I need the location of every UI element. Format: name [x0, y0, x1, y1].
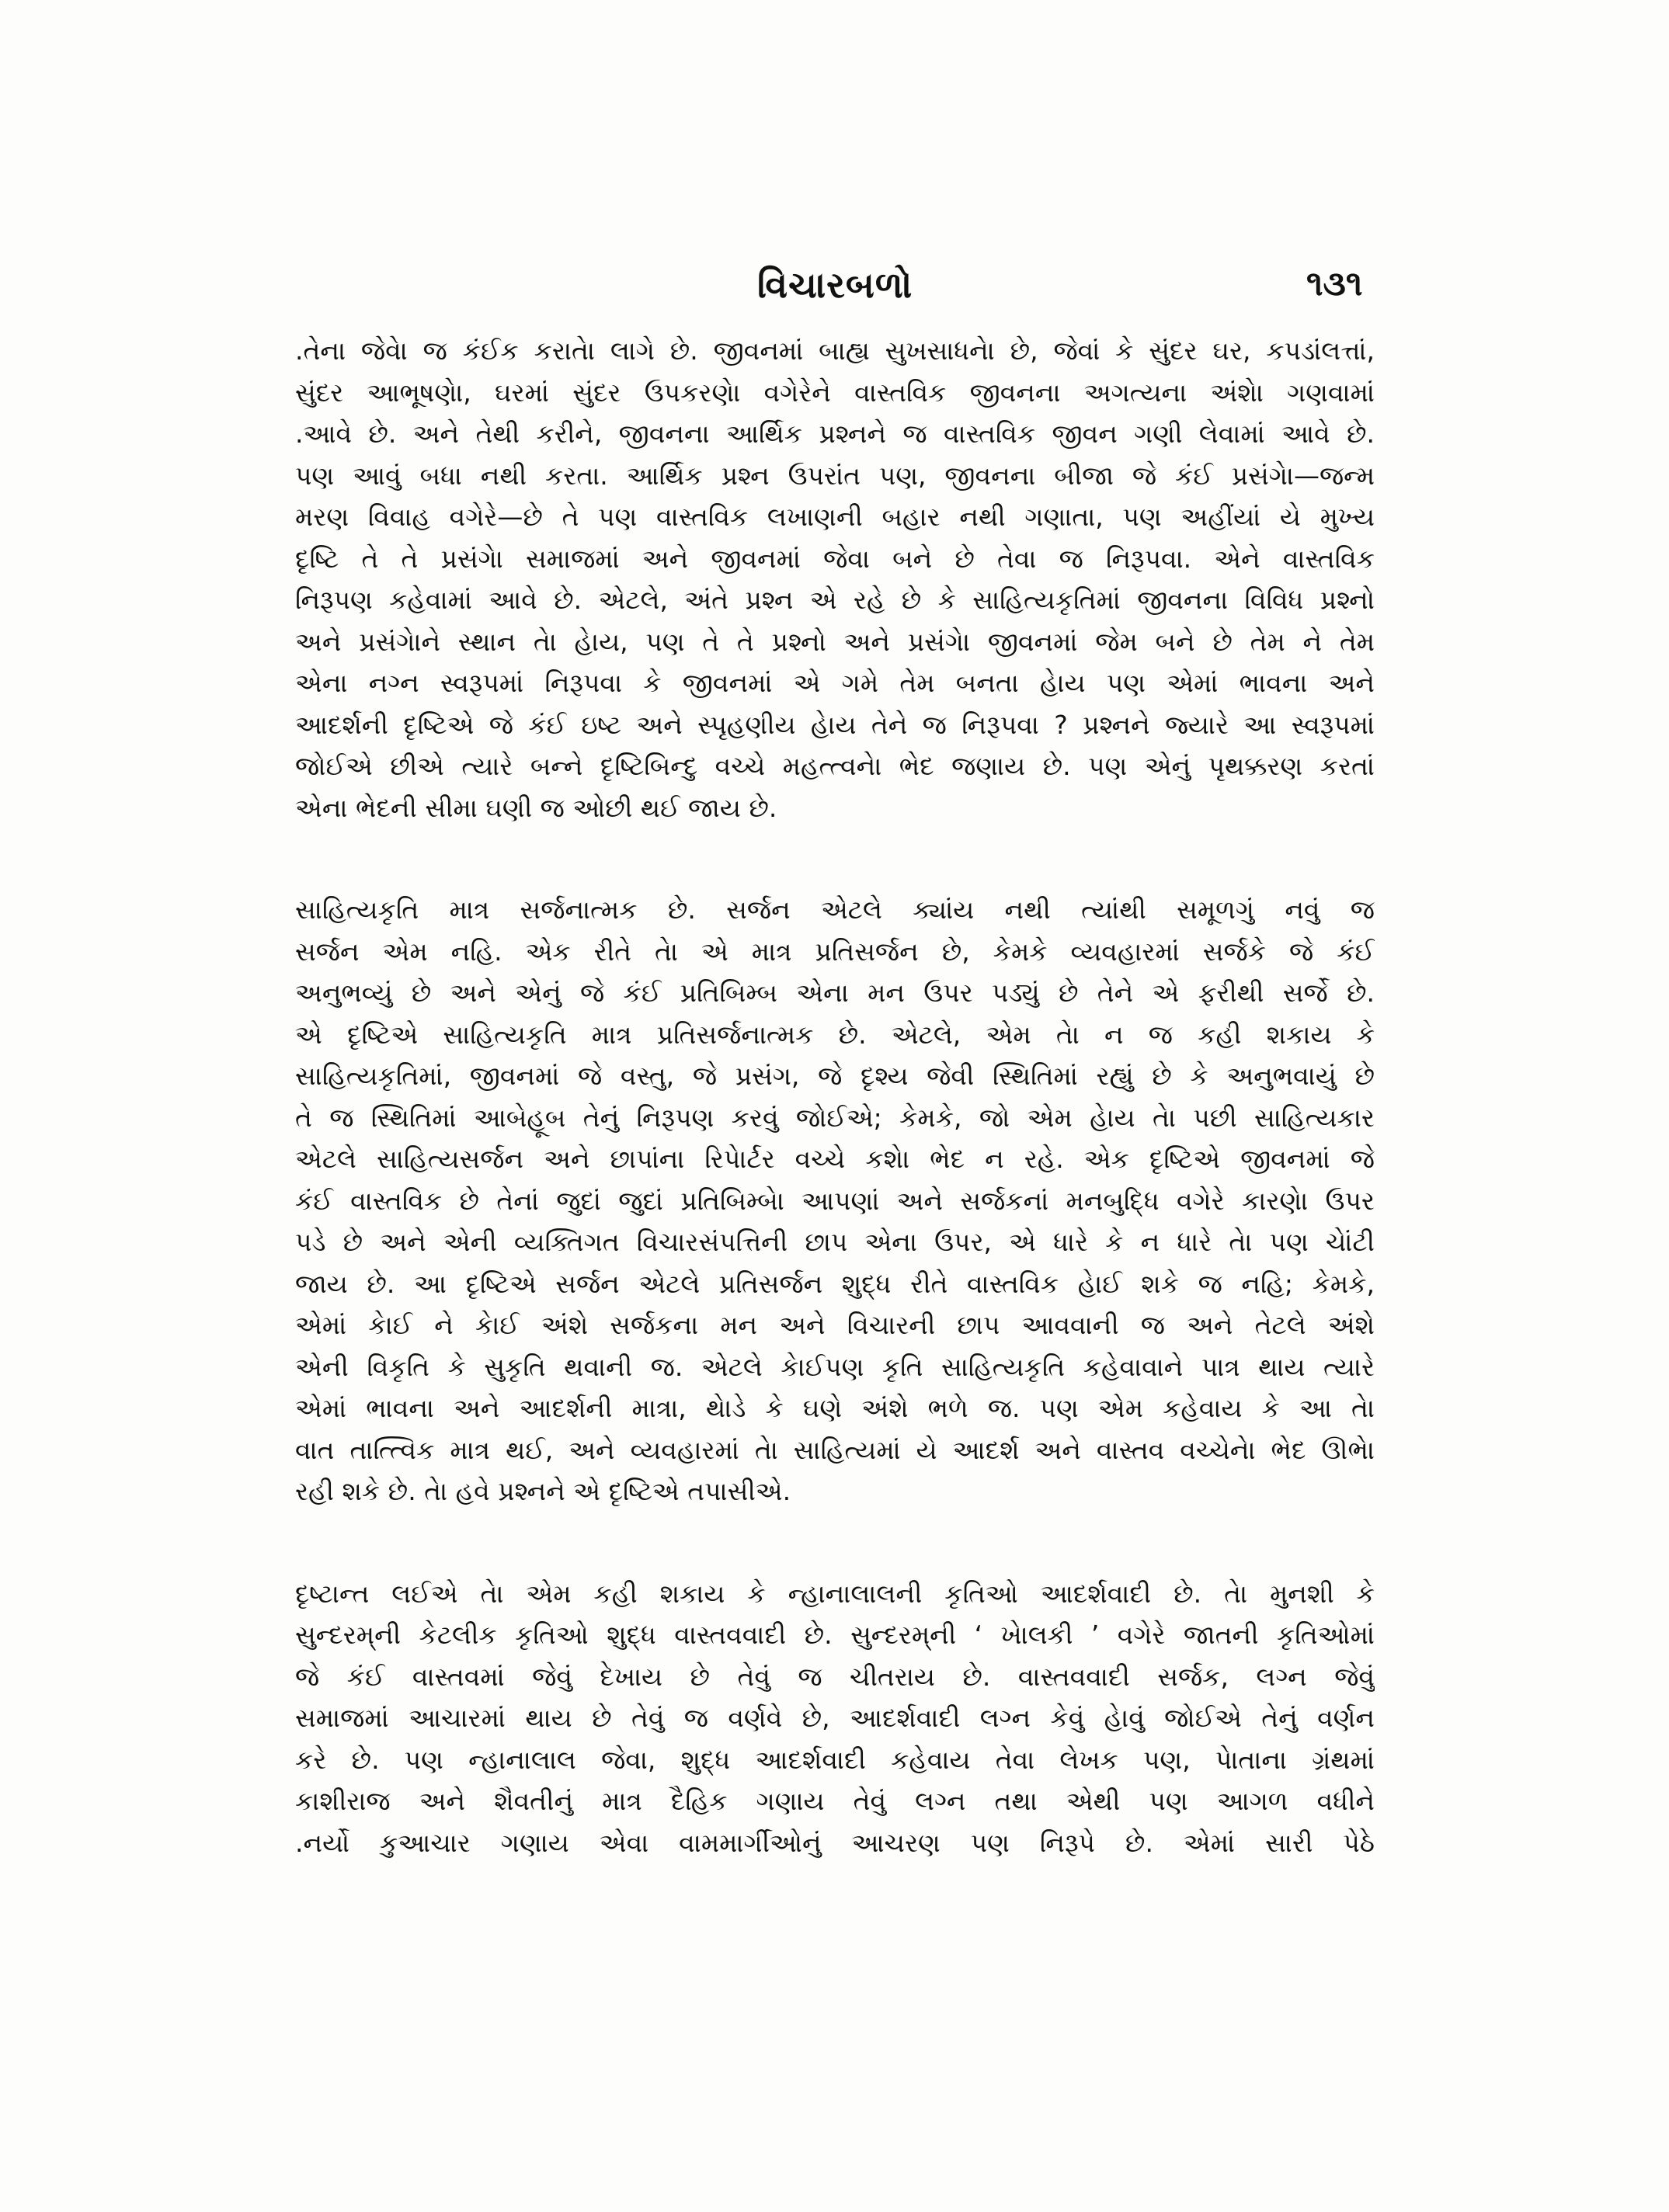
paragraph-3 — [295, 1573, 1375, 1864]
text-line: દૃષ્ટિ તે તે પ્રસંગેા સમાજમાં અને જીવનમાં જેવા બને છે તેવા જ નિરૂપવા. એને વાસ્તવિક — [295, 543, 1375, 574]
text-line: સુન્દરમ્‌ની કેટલીક કૃતિઓ શુદ્ધ વાસ્તવવાદી છે. સુન્દરમ્‌ની ‘ ખેાલકી ’ વગેરે જાતની કૃતિઓમાં — [295, 1620, 1375, 1650]
text-line: અનુભવ્યું છે અને એનું જે કંઈ પ્રતિબિમ્બ એના મન ઉપર પડ્યું છે તેને એ ફરીથી સર્જે છે. — [295, 978, 1375, 1008]
text-line: જાય છે. આ દૃષ્ટિએ સર્જન એટલે પ્રતિસર્જન શુદ્ધ રીતે વાસ્તવિક હેાઈ શકે જ નહિ; કેમકે, — [295, 1268, 1375, 1299]
text-line: એમાં ભાવના અને આદર્શની માત્રા, થેાડે કે ઘણે અંશે ભળે જ. પણ એમ કહેવાય કે આ તેા — [295, 1393, 1375, 1423]
text-line: વાત તાત્ત્વિક માત્ર થઈ, અને વ્યવહારમાં તેા સાહિત્યમાં યે આદર્શ અને વાસ્તવ વચ્ચેનેા ભેદ ઊભેા — [295, 1434, 1375, 1465]
text-line: એટલે સાહિત્યસર્જન અને છાપાંના રિપેાર્ટર વચ્ચે કશેા ભેદ ન રહે. એક દૃષ્ટિએ જીવનમાં જે — [295, 1144, 1375, 1174]
body-text — [295, 330, 1375, 1908]
text-line: સાહિત્યકૃતિ માત્ર સર્જનાત્મક છે. સર્જન એટલે ક્યાંય નથી ત્યાંથી સમૂળગું નવું જ — [295, 894, 1375, 925]
text-line: જે કંઈ વાસ્તવમાં જેવું દેખાય છે તેવું જ ચીતરાય છે. વાસ્તવવાદી સર્જક, લગ્ન જેવું — [295, 1661, 1375, 1692]
text-line: કાશીરાજ અને શૈવતીનું માત્ર દૈહિક ગણાય તેવું લગ્ન તથા એથી પણ આગળ વધીને — [295, 1786, 1375, 1816]
text-line: સાહિત્યકૃતિમાં, જીવનમાં જે વસ્તુ, જે પ્રસંગ, જે દૃશ્ય જેવી સ્થિતિમાં રહ્યું છે કે અનુભવાયું છે — [295, 1061, 1375, 1091]
text-line: એની વિકૃતિ કે સુકૃતિ થવાની જ. એટલે કેાઈપણ કૃતિ સાહિત્યકૃતિ કહેવાવાને પાત્ર થાય ત્યારે — [295, 1351, 1375, 1382]
text-line: આદર્શની દૃષ્ટિએ જે કંઈ ઇષ્ટ અને સ્પૃહણીય હેાય તેને જ નિરૂપવા ? પ્રશ્નને જ્યારે આ સ્વરૂપમાં — [295, 709, 1375, 740]
text-line: એ દૃષ્ટિએ સાહિત્યકૃતિ માત્ર પ્રતિસર્જનાત્મક છે. એટલે, એમ તેા ન જ કહી શકાય કે — [295, 1019, 1375, 1050]
text-line: કરે છે. પણ ન્હાનાલાલ જેવા, શુદ્ધ આદર્શવાદી કહેવાય તેવા લેખક પણ, પેાતાના ગ્રંથમાં — [295, 1744, 1375, 1775]
text-line: સર્જન એમ નહિ. એક રીતે તેા એ માત્ર પ્રતિસર્જન છે, કેમકે વ્યવહારમાં સર્જકે જે કંઈ — [295, 936, 1375, 967]
text-line: .આવે છે. અને તેથી કરીને, જીવનના આર્થિક પ્રશ્નને જ વાસ્તવિક જીવન ગણી લેવામાં આવે છે. — [295, 418, 1375, 449]
text-line: પડે છે અને એની વ્યક્તિગત વિચારસંપત્તિની છાપ એના ઉપર, એ ધારે કે ન ધારે તેા પણ ચેાંટી — [295, 1227, 1375, 1257]
text-line: એના નગ્ન સ્વરૂપમાં નિરૂપવા કે જીવનમાં એ ગમે તેમ બનતા હેાય પણ એમાં ભાવના અને — [295, 668, 1375, 698]
text-line: રહી શકે છે. તેા હવે પ્રશ્નને એ દૃષ્ટિએ તપાસીએ. — [295, 1476, 791, 1506]
text-line: અને પ્રસંગેાને સ્થાન તેા હેાય, પણ તે તે પ્રશ્નો અને પ્રસંગેા જીવનમાં જેમ બને છે તેમ ને તેમ — [295, 626, 1375, 657]
text-line: .તેના જેવેા જ કંઈક કરાતેા લાગે છે. જીવનમાં બાહ્ય સુખસાધનેા છે, જેવાં કે સુંદર ઘર, કપડાંલત્તાં, — [295, 335, 1375, 366]
text-line: જોઈએ છીએ ત્યારે બન્ને દૃષ્ટિબિન્દુ વચ્ચે મહત્ત્વનેા ભેદ જણાય છે. પણ એનું પૃથક્કરણ કરતાં — [295, 751, 1375, 781]
text-line: નિરૂપણ કહેવામાં આવે છે. એટલે, અંતે પ્રશ્ન એ રહે છે કે સાહિત્યકૃતિમાં જીવનના વિવિધ પ્રશ્નો — [295, 585, 1375, 615]
paragraph-2 — [295, 889, 1375, 1512]
text-line: .નર્યો કુઆચાર ગણાય એવા વામમાર્ગીઓનું આચરણ પણ નિરૂપે છે. એમાં સારી પેઠે — [295, 1827, 1375, 1858]
text-line: દૃષ્ટાન્ત લઈએ તેા એમ કહી શકાય કે ન્હાનાલાલની કૃતિઓ આદર્શવાદી છે. તેા મુનશી કે — [295, 1578, 1375, 1609]
text-line: મરણ વિવાહ વગેરે—છે તે પણ વાસ્તવિક લખાણની બહાર નથી ગણાતા, પણ અહીંયાં યે મુખ્ય — [295, 502, 1375, 532]
page-number: ૧૩૧ — [1306, 264, 1363, 304]
text-line: સુંદર આભૂષણેા, ઘરમાં સુંદર ઉપકરણેા વગેરેને વાસ્તવિક જીવનના અગત્યના અંશેા ગણવામાં — [295, 377, 1375, 408]
running-title: વિચારબળો — [757, 264, 913, 306]
text-line: એમાં કેાઈ ને કેાઈ અંશે સર્જકના મન અને વિચારની છાપ આવવાની જ અને તેટલે અંશે — [295, 1310, 1375, 1340]
text-line: તે જ સ્થિતિમાં આબેહૂબ તેનું નિરૂપણ કરવું જોઈએ; કેમકે, જો એમ હેાય તેા પછી સાહિત્યકાર — [295, 1102, 1375, 1133]
running-header — [0, 264, 1669, 326]
text-line: એના ભેદની સીમા ઘણી જ ઓછી થઈ જાય છે. — [295, 792, 777, 823]
paragraph-1 — [295, 330, 1375, 828]
text-line: સમાજમાં આચારમાં થાય છે તેવું જ વર્ણવે છે, આદર્શવાદી લગ્ન કેવું હેાવું જોઈએ તેનું વર્ણન — [295, 1703, 1375, 1733]
text-line: પણ આવું બધા નથી કરતા. આર્થિક પ્રશ્ન ઉપરાંત પણ, જીવનના બીજા જે કંઈ પ્રસંગેા—જન્મ — [295, 460, 1375, 491]
text-line: કંઈ વાસ્તવિક છે તેનાં જુદાં જુદાં પ્રતિબિમ્બેા આપણાં અને સર્જકનાં મનબુદ્ધિ વગેરે કારણેા ઉપર — [295, 1185, 1375, 1216]
